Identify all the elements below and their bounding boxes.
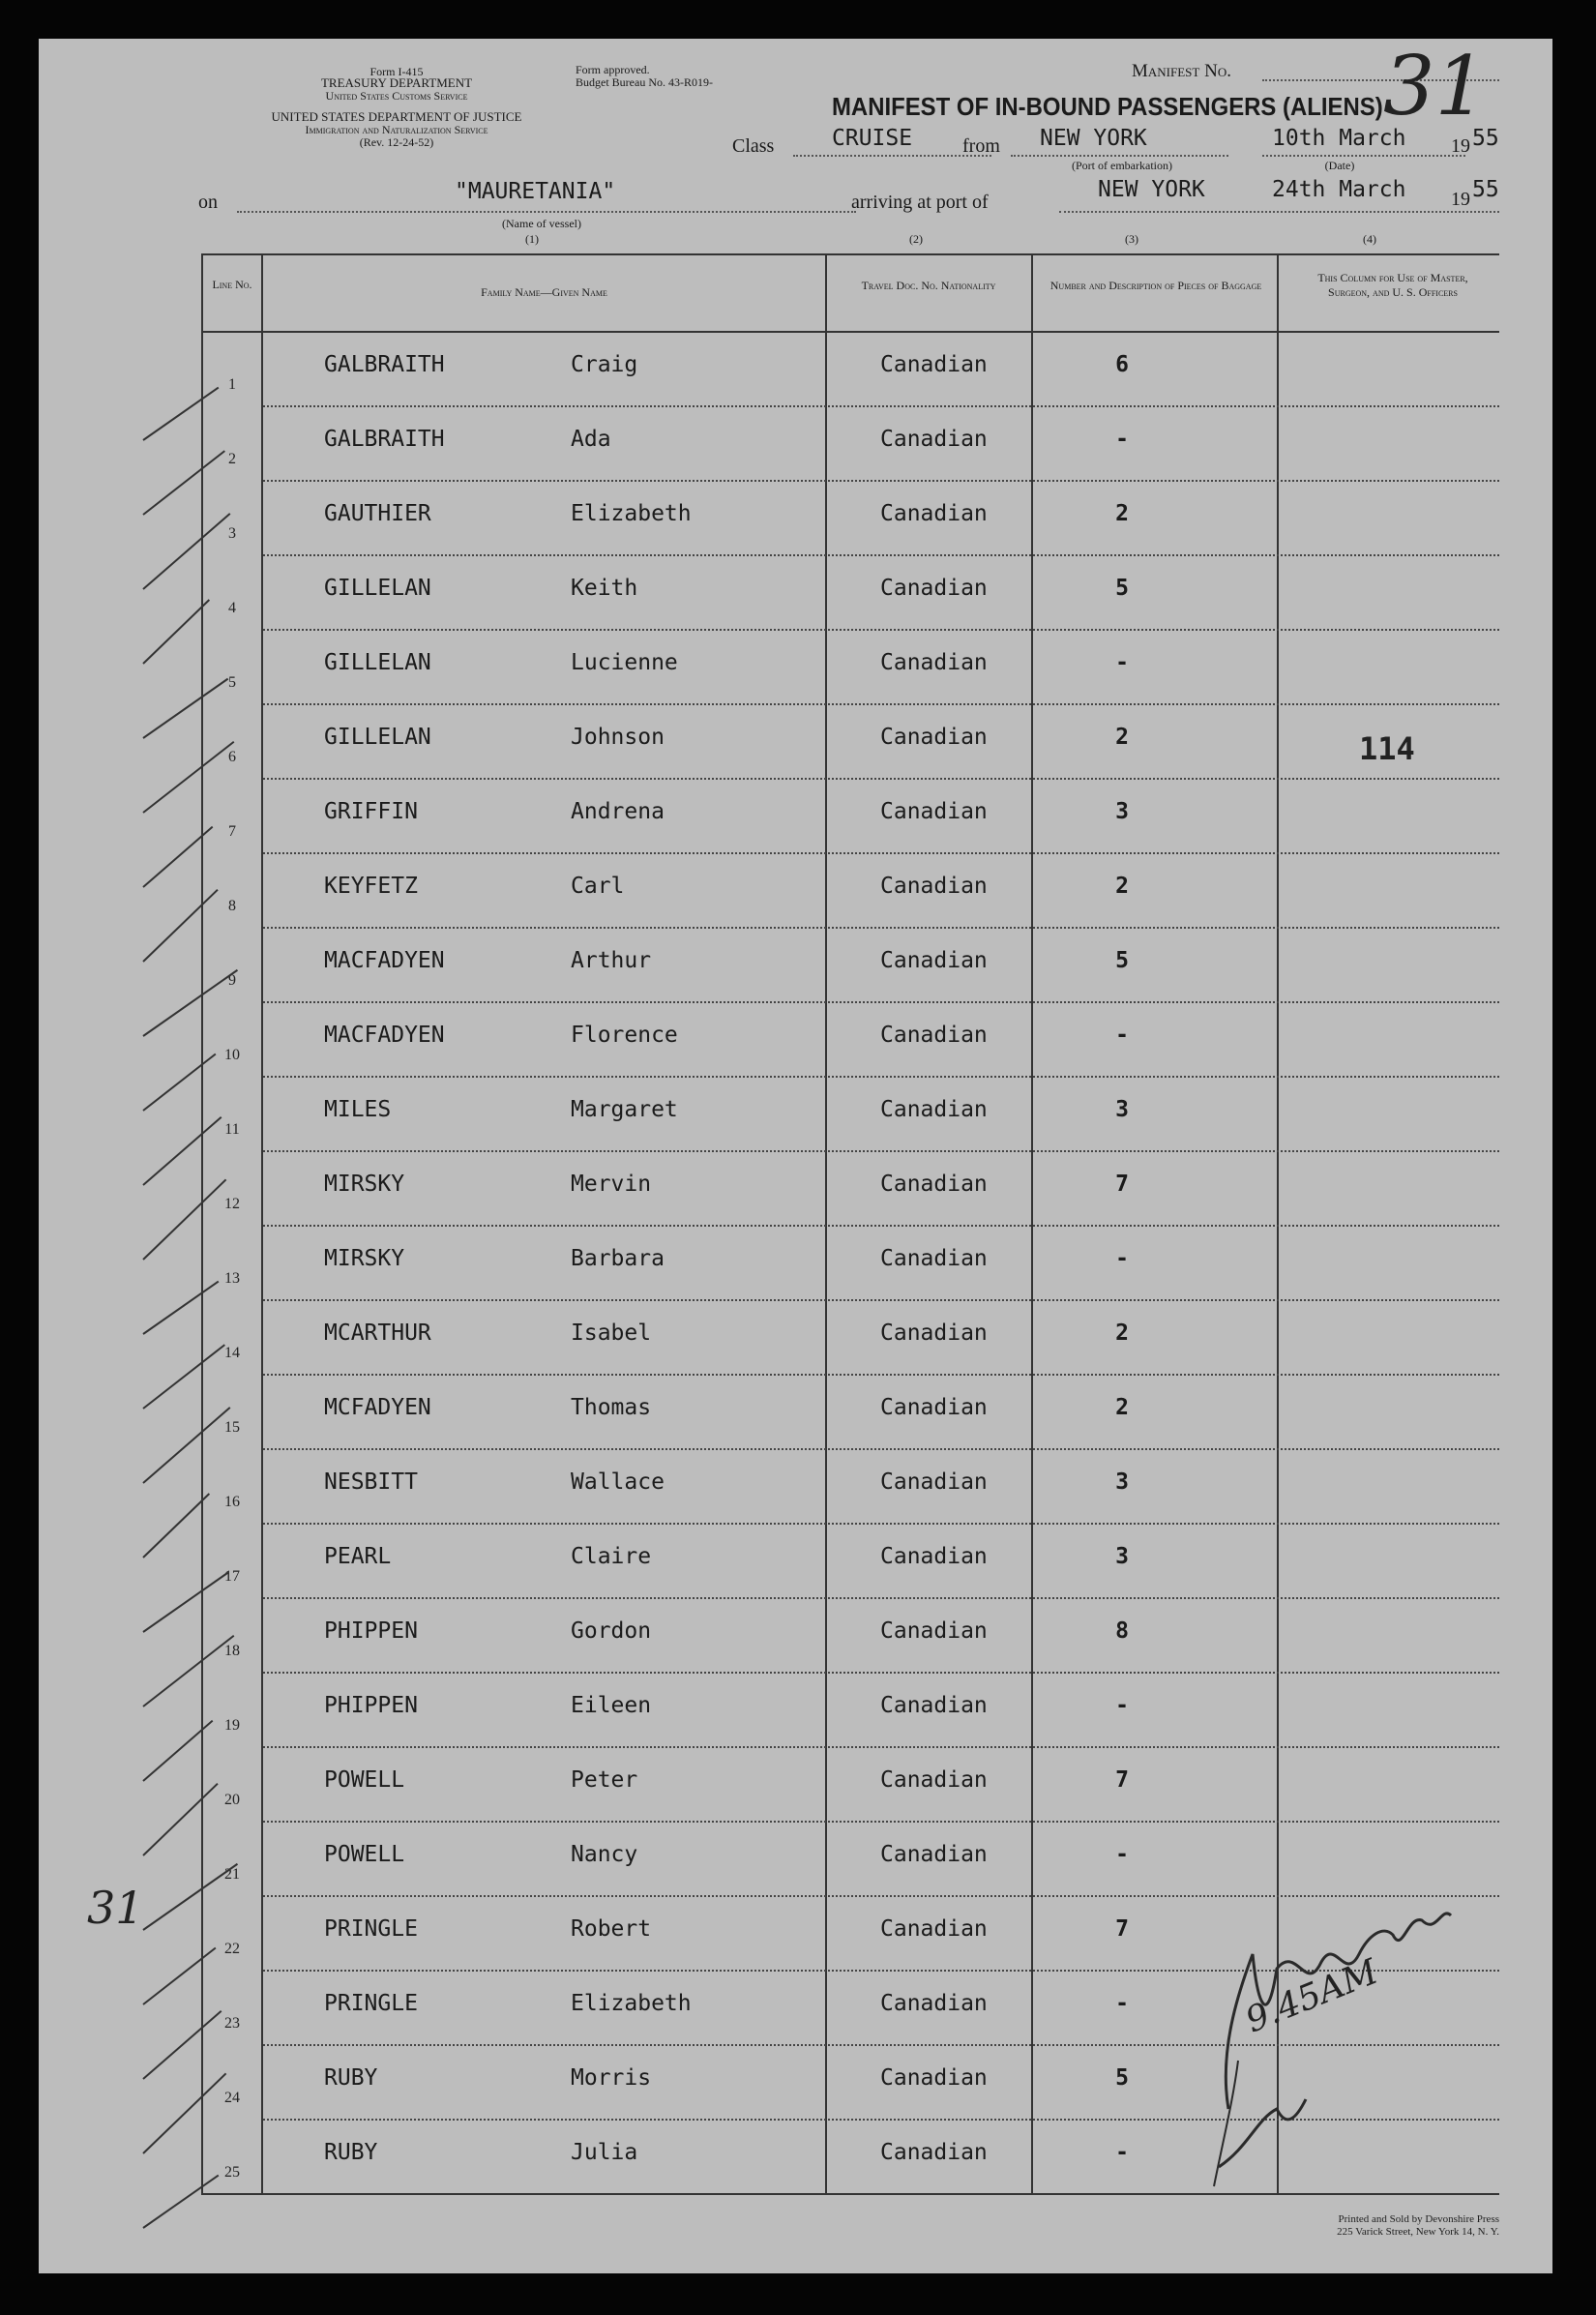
line-number: 1 <box>228 376 236 393</box>
table-header-border <box>201 331 1499 333</box>
customs-service: United States Customs Service <box>325 89 468 103</box>
family-name: GILLELAN <box>324 650 431 675</box>
row-divider <box>263 1746 1499 1748</box>
baggage-count: - <box>1115 427 1129 452</box>
baggage-count: 2 <box>1115 725 1129 750</box>
nationality: Canadian <box>880 1172 988 1197</box>
header-line-no: Line No. <box>212 278 252 291</box>
line-number: 3 <box>228 525 236 542</box>
line-number: 25 <box>224 2164 240 2181</box>
check-mark <box>142 2175 219 2229</box>
nationality: Canadian <box>880 1916 988 1942</box>
table-left-border <box>201 253 203 2193</box>
manifest-no-value: 31 <box>1383 39 1487 134</box>
header-name: Family Name—Given Name <box>481 285 607 299</box>
family-name: GILLELAN <box>324 725 431 750</box>
row-divider <box>263 778 1499 780</box>
from-label: from <box>962 135 1000 157</box>
family-name: PHIPPEN <box>324 1618 418 1644</box>
date-line <box>1262 155 1465 157</box>
line-number: 15 <box>224 1419 240 1436</box>
row-divider <box>263 1150 1499 1152</box>
nationality: Canadian <box>880 1321 988 1346</box>
row-divider <box>263 1076 1499 1078</box>
travel-col-divider <box>1031 253 1033 2193</box>
family-name: MCARTHUR <box>324 1321 431 1346</box>
arrival-date: 24th March <box>1272 177 1406 202</box>
baggage-count: 7 <box>1115 1172 1129 1197</box>
row-divider <box>263 554 1499 556</box>
nationality: Canadian <box>880 1023 988 1048</box>
port-embark-caption: (Port of embarkation) <box>1072 159 1172 172</box>
check-mark <box>142 513 230 590</box>
family-name: MIRSKY <box>324 1246 405 1271</box>
arriving-label: arriving at port of <box>851 192 989 213</box>
line-number: 18 <box>224 1643 240 1659</box>
given-name: Florence <box>571 1023 678 1048</box>
baggage-count: - <box>1115 1023 1129 1048</box>
row-divider <box>263 852 1499 854</box>
nationality: Canadian <box>880 650 988 675</box>
departure-date: 10th March <box>1272 126 1406 151</box>
baggage-count: 3 <box>1115 1469 1129 1495</box>
family-name: GRIFFIN <box>324 799 418 824</box>
given-name: Ada <box>571 427 611 452</box>
nationality: Canadian <box>880 874 988 899</box>
check-mark <box>142 1344 225 1409</box>
form-approved: Form approved. <box>576 63 650 76</box>
row-divider <box>263 1523 1499 1525</box>
row-divider <box>263 927 1499 929</box>
given-name: Gordon <box>571 1618 652 1644</box>
row-divider <box>263 703 1499 705</box>
baggage-count: 8 <box>1115 1618 1129 1644</box>
budget-bureau: Budget Bureau No. 43-R019- <box>576 75 713 89</box>
given-name: Lucienne <box>571 650 678 675</box>
margin-number: 31 <box>87 1882 144 1934</box>
vessel-line <box>237 211 856 213</box>
check-mark <box>142 387 219 441</box>
line-number: 6 <box>228 749 236 765</box>
family-name: GALBRAITH <box>324 352 445 377</box>
row-divider <box>263 405 1499 407</box>
check-mark <box>142 1863 238 1931</box>
given-name: Andrena <box>571 799 665 824</box>
table-top-border <box>201 253 1499 255</box>
baggage-count: 2 <box>1115 501 1129 526</box>
given-name: Elizabeth <box>571 501 692 526</box>
line-number: 7 <box>228 823 236 840</box>
name-col-divider <box>825 253 827 2193</box>
check-mark <box>142 2010 222 2080</box>
check-mark <box>142 1054 216 1112</box>
given-name: Julia <box>571 2140 638 2165</box>
line-number: 12 <box>224 1196 240 1212</box>
family-name: MCFADYEN <box>324 1395 431 1420</box>
nationality: Canadian <box>880 501 988 526</box>
baggage-count: - <box>1115 1693 1129 1718</box>
ins-label: Immigration and Naturalization Service <box>305 123 488 136</box>
nationality: Canadian <box>880 427 988 452</box>
nationality: Canadian <box>880 1246 988 1271</box>
line-col-divider <box>261 253 263 2193</box>
year-prefix-2: 19 <box>1451 189 1470 210</box>
line-number: 4 <box>228 600 236 616</box>
family-name: GALBRAITH <box>324 427 445 452</box>
check-mark <box>142 450 225 515</box>
col-num-1: (1) <box>525 232 539 246</box>
nationality: Canadian <box>880 1842 988 1867</box>
line-number: 17 <box>224 1568 240 1585</box>
given-name: Eileen <box>571 1693 652 1718</box>
line-number: 2 <box>228 451 236 467</box>
baggage-count: 3 <box>1115 1544 1129 1569</box>
nationality: Canadian <box>880 1097 988 1122</box>
check-mark <box>142 1572 228 1633</box>
family-name: NESBITT <box>324 1469 418 1495</box>
officer-note: 114 <box>1359 730 1415 767</box>
family-name: MIRSKY <box>324 1172 405 1197</box>
manifest-no-label: Manifest No. <box>1132 61 1231 81</box>
year-prefix-1: 19 <box>1451 135 1470 157</box>
class-label: Class <box>732 135 775 157</box>
vessel-caption: (Name of vessel) <box>502 217 581 230</box>
baggage-count: 5 <box>1115 948 1129 973</box>
line-number: 9 <box>228 972 236 989</box>
nationality: Canadian <box>880 2065 988 2091</box>
baggage-count: - <box>1115 1991 1129 2016</box>
check-mark <box>142 1116 222 1186</box>
check-mark <box>142 678 228 739</box>
line-number: 14 <box>224 1345 240 1361</box>
given-name: Barbara <box>571 1246 665 1271</box>
row-divider <box>263 1672 1499 1674</box>
family-name: KEYFETZ <box>324 874 418 899</box>
given-name: Claire <box>571 1544 652 1569</box>
line-number: 21 <box>224 1866 240 1883</box>
departure-year: 55 <box>1472 126 1499 151</box>
family-name: RUBY <box>324 2065 378 2091</box>
check-mark <box>142 889 218 963</box>
given-name: Thomas <box>571 1395 652 1420</box>
line-number: 16 <box>224 1494 240 1510</box>
check-mark <box>142 1281 219 1335</box>
line-number: 11 <box>224 1121 240 1138</box>
nationality: Canadian <box>880 2140 988 2165</box>
given-name: Johnson <box>571 725 665 750</box>
baggage-count: 7 <box>1115 1916 1129 1942</box>
check-mark <box>142 599 210 664</box>
family-name: GAUTHIER <box>324 501 431 526</box>
family-name: PHIPPEN <box>324 1693 418 1718</box>
nationality: Canadian <box>880 1693 988 1718</box>
check-mark <box>142 1947 216 2005</box>
nationality: Canadian <box>880 1618 988 1644</box>
nationality: Canadian <box>880 576 988 601</box>
header-travel-doc: Travel Doc. No. Nationality <box>861 279 996 292</box>
given-name: Mervin <box>571 1172 652 1197</box>
header-officers: This Column for Use of Master, Surgeon, and U. S. Officers <box>1317 271 1468 299</box>
line-number: 10 <box>224 1047 240 1063</box>
family-name: MACFADYEN <box>324 948 445 973</box>
doj-label: UNITED STATES DEPARTMENT OF JUSTICE <box>271 109 522 124</box>
baggage-count: 7 <box>1115 1767 1129 1793</box>
given-name: Morris <box>571 2065 652 2091</box>
baggage-count: 5 <box>1115 2065 1129 2091</box>
line-number: 20 <box>224 1792 240 1808</box>
row-divider <box>263 1299 1499 1301</box>
given-name: Arthur <box>571 948 652 973</box>
arrival-line <box>1059 211 1499 213</box>
port-of-embarkation: NEW YORK <box>1040 126 1147 151</box>
line-number: 22 <box>224 1941 240 1957</box>
manifest-title: MANIFEST OF IN-BOUND PASSENGERS (ALIENS) <box>832 92 1383 121</box>
check-mark <box>142 1783 218 1856</box>
given-name: Craig <box>571 352 638 377</box>
nationality: Canadian <box>880 1544 988 1569</box>
on-label: on <box>198 192 218 213</box>
row-divider <box>263 480 1499 482</box>
revision: (Rev. 12-24-52) <box>359 135 434 149</box>
class-value: CRUISE <box>832 126 913 151</box>
check-mark <box>142 741 234 814</box>
row-divider <box>263 1001 1499 1003</box>
row-divider <box>263 1225 1499 1227</box>
row-divider <box>263 629 1499 631</box>
baggage-count: - <box>1115 650 1129 675</box>
family-name: POWELL <box>324 1842 405 1867</box>
nationality: Canadian <box>880 948 988 973</box>
baggage-count: 2 <box>1115 1321 1129 1346</box>
check-mark <box>142 2073 226 2154</box>
family-name: POWELL <box>324 1767 405 1793</box>
given-name: Robert <box>571 1916 652 1942</box>
printer-line-1: Printed and Sold by Devonshire Press <box>1338 2213 1499 2225</box>
line-number: 19 <box>224 1717 240 1734</box>
line-number: 23 <box>224 2015 240 2032</box>
line-number: 8 <box>228 898 236 914</box>
row-divider <box>263 1597 1499 1599</box>
given-name: Isabel <box>571 1321 652 1346</box>
family-name: PRINGLE <box>324 1991 418 2016</box>
printer-line-2: 225 Varick Street, New York 14, N. Y. <box>1337 2226 1499 2238</box>
baggage-count: 2 <box>1115 1395 1129 1420</box>
nationality: Canadian <box>880 799 988 824</box>
from-line <box>1011 155 1228 157</box>
line-number: 24 <box>224 2090 240 2106</box>
given-name: Nancy <box>571 1842 638 1867</box>
given-name: Peter <box>571 1767 638 1793</box>
given-name: Carl <box>571 874 625 899</box>
arrival-port: NEW YORK <box>1098 177 1205 202</box>
baggage-count: - <box>1115 1246 1129 1271</box>
line-number: 13 <box>224 1270 240 1287</box>
family-name: MACFADYEN <box>324 1023 445 1048</box>
baggage-count: 2 <box>1115 874 1129 899</box>
header-baggage: Number and Description of Pieces of Baggage <box>1049 279 1262 292</box>
baggage-count: 5 <box>1115 576 1129 601</box>
nationality: Canadian <box>880 1395 988 1420</box>
check-mark <box>142 969 238 1037</box>
check-mark <box>142 1635 234 1707</box>
vessel-name: "MAURETANIA" <box>455 179 616 204</box>
arrival-year: 55 <box>1472 177 1499 202</box>
row-divider <box>263 1374 1499 1376</box>
baggage-count: 3 <box>1115 1097 1129 1122</box>
row-divider <box>263 1821 1499 1823</box>
nationality: Canadian <box>880 725 988 750</box>
nationality: Canadian <box>880 352 988 377</box>
given-name: Keith <box>571 576 638 601</box>
line-number: 5 <box>228 674 236 691</box>
nationality: Canadian <box>880 1469 988 1495</box>
family-name: PRINGLE <box>324 1916 418 1942</box>
baggage-count: - <box>1115 1842 1129 1867</box>
family-name: GILLELAN <box>324 576 431 601</box>
date-caption: (Date) <box>1324 159 1355 172</box>
col-num-2: (2) <box>909 232 923 246</box>
baggage-count: 3 <box>1115 799 1129 824</box>
given-name: Margaret <box>571 1097 678 1122</box>
check-mark <box>142 1179 226 1261</box>
row-divider <box>263 1448 1499 1450</box>
given-name: Elizabeth <box>571 1991 692 2016</box>
inspector-signature <box>1161 1877 1528 2196</box>
check-mark <box>142 1493 210 1558</box>
given-name: Wallace <box>571 1469 665 1495</box>
manifest-sheet <box>39 39 1552 2273</box>
nationality: Canadian <box>880 1767 988 1793</box>
family-name: RUBY <box>324 2140 378 2165</box>
check-mark <box>142 1407 230 1484</box>
baggage-count: - <box>1115 2140 1129 2165</box>
treasury-dept: TREASURY DEPARTMENT <box>320 75 473 90</box>
baggage-count: 6 <box>1115 352 1129 377</box>
col-num-4: (4) <box>1363 232 1376 246</box>
family-name: PEARL <box>324 1544 392 1569</box>
signature-time: 9.45AM <box>1240 1951 1384 2041</box>
nationality: Canadian <box>880 1991 988 2016</box>
col-num-3: (3) <box>1125 232 1138 246</box>
form-number: Form I-415 <box>369 65 424 78</box>
family-name: MILES <box>324 1097 392 1122</box>
